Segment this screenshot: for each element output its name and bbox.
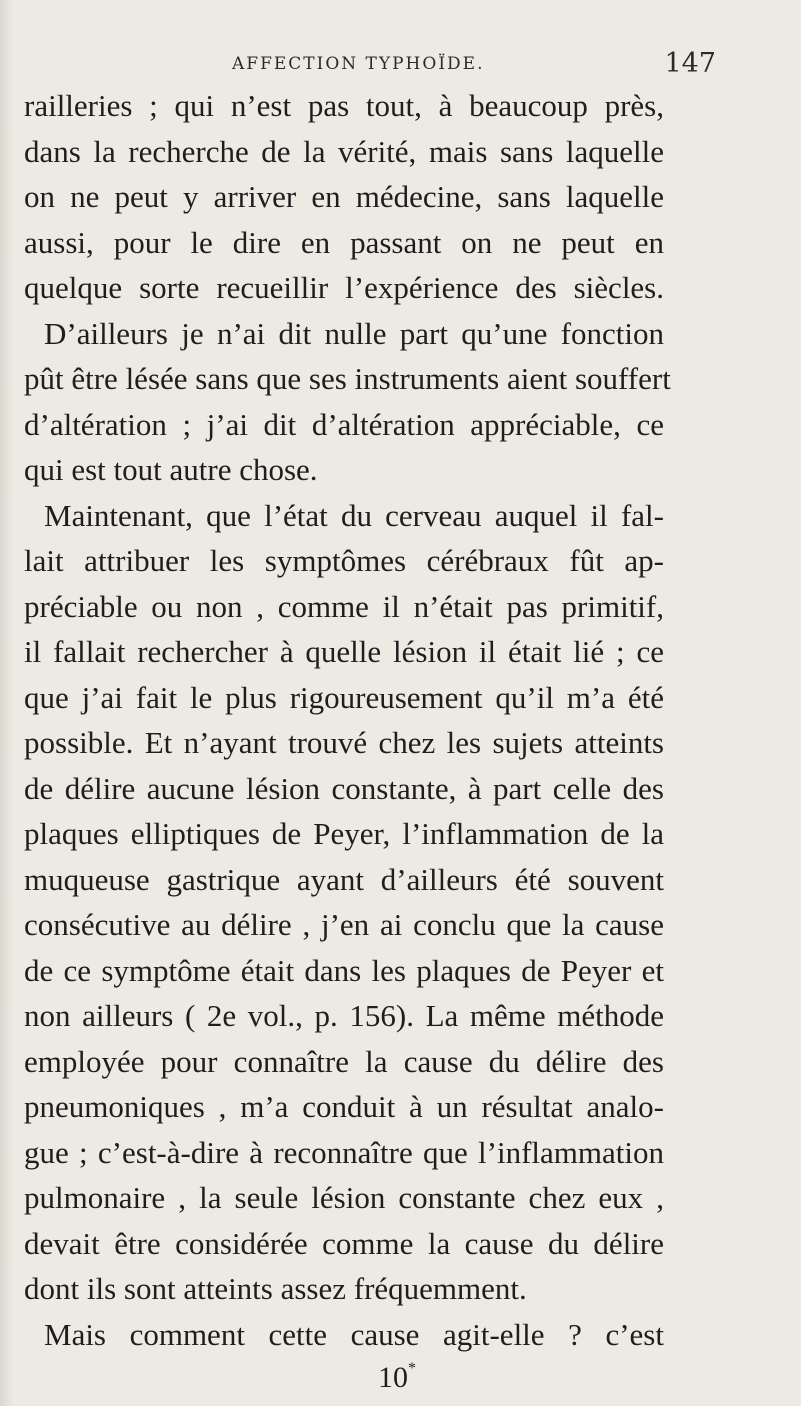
text-line: muqueuse gastrique ayant d’ailleurs été souvent [24,861,664,897]
text-line: dans la recherche de la vérité, mais sans laquelle [24,133,664,169]
text-line: devait être considérée comme la cause du délire [24,1225,664,1261]
text-line: préciable ou non , comme il n’était pas primitif, [24,588,664,624]
text-line: Mais comment cette cause agit-elle ? c’est [44,1316,664,1352]
text-line: employée pour connaître la cause du délire des [24,1043,664,1079]
text-line: quelque sorte recueillir l’expérience des siècles. [24,270,664,305]
signature-asterisk: * [408,1359,416,1377]
text-line: aussi, pour le dire en passant on ne peut en [24,224,664,260]
text-line: dont ils sont atteints assez fréquemment. [24,1271,527,1306]
text-line: pulmonaire , la seule lésion constante chez eux , [24,1180,664,1215]
running-title: AFFECTION TYPHOÏDE. [232,54,485,74]
text-line: pût être lésée sans que ses instruments aient souffert [24,361,671,396]
page-header [232,48,716,82]
text-line: gue ; c’est-à-dire à reconnaître que l’inflammation [24,1134,664,1170]
text-line: on ne peut y arriver en médecine, sans laquelle [24,179,664,214]
text-line: lait attribuer les symptômes cérébraux fût ap- [24,543,664,578]
text-line: pneumoniques , m’a conduit à un résultat analo- [24,1089,664,1124]
text-line: de ce symptôme était dans les plaques de Peyer et [24,952,664,988]
text-line: de délire aucune lésion constante, à part celle des [24,770,664,806]
page-number: 147 [664,48,716,79]
text-line: D’ailleurs je n’ai dit nulle part qu’une fonction [44,315,664,351]
text-line: possible. Et n’ayant trouvé chez les sujets atteints [24,725,664,760]
text-line: railleries ; qui n’est pas tout, à beaucoup près, [24,88,664,123]
signature-mark [378,1349,416,1394]
text-line: d’altération ; j’ai dit d’altération appréciable, ce [24,406,664,442]
page-gutter-shadow [0,0,14,1406]
text-line: qui est tout autre chose. [24,452,318,487]
signature-number: 10 [378,1360,408,1394]
text-line: non ailleurs ( 2e vol., p. 156). La même méthode [24,998,664,1033]
text-line: Maintenant, que l’état du cerveau auquel il fal- [44,497,664,533]
text-line: plaques elliptiques de Peyer, l’inflammation de la [24,816,664,851]
text-line: que j’ai fait le plus rigoureusement qu’il m’a été [24,679,664,715]
text-line: consécutive au délire , j’en ai conclu que la cause [24,907,664,942]
text-line: il fallait rechercher à quelle lésion il était lié ; ce [24,634,664,669]
